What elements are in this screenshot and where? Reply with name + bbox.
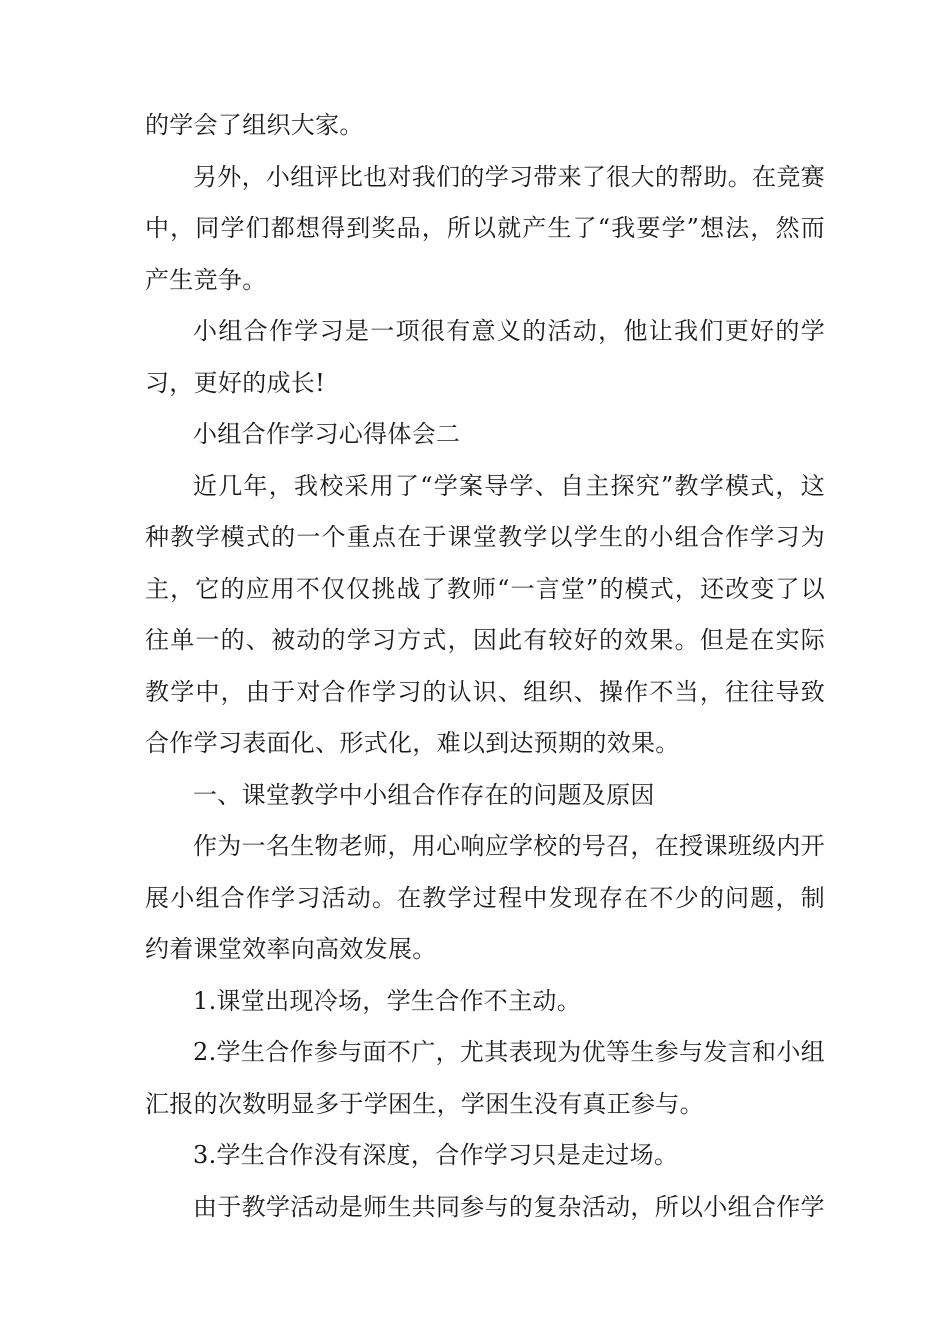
- paragraph-1: 的学会了组织大家。: [145, 111, 364, 139]
- paragraph-11: 由于教学活动是师生共同参与的复杂活动，所以小组合作学: [193, 1192, 825, 1221]
- list-item-3: 3.学生合作没有深度，合作学习只是走过场。: [193, 1141, 679, 1169]
- paragraph-2: 另外，小组评比也对我们的学习带来了很大的帮助。在竞赛中，同学们都想得到奖品，所以就产生了“我要学”想法，然而产生竞争。: [145, 162, 825, 294]
- paragraph-7: 作为一名生物老师，用心响应学校的号召，在授课班级内开展小组合作学习活动。在教学过程中发现存在不少的问题，制约着课堂效率向高效发展。: [145, 832, 825, 963]
- subheading-problems: 一、课堂教学中小组合作存在的问题及原因: [193, 780, 655, 809]
- paragraph-3: 小组合作学习是一项很有意义的活动，他让我们更好的学习，更好的成长!: [145, 317, 825, 397]
- section-heading-2: 小组合作学习心得体会二: [193, 420, 461, 448]
- document-body: [145, 100, 825, 1233]
- list-item-1: 1.课堂出现冷场，学生合作不主动。: [193, 986, 581, 1015]
- paragraph-5: 近几年，我校采用了“学案导学、自主探究”教学模式，这种教学模式的一个重点在于课堂教学以学生的小组合作学习为主，它的应用不仅仅挑战了教师“一言堂”的模式，还改变了以往单一的、被动的学习方式，因此有较好的效果。但是在实际教学中，由于对合作学习的认识、组织、操作不当，往往导致合作学习表面化、形式化，难以到达预期的效果。: [145, 471, 825, 757]
- list-item-2: 2.学生合作参与面不广，尤其表现为优等生参与发言和小组汇报的次数明显多于学困生，学困生没有真正参与。: [145, 1038, 825, 1118]
